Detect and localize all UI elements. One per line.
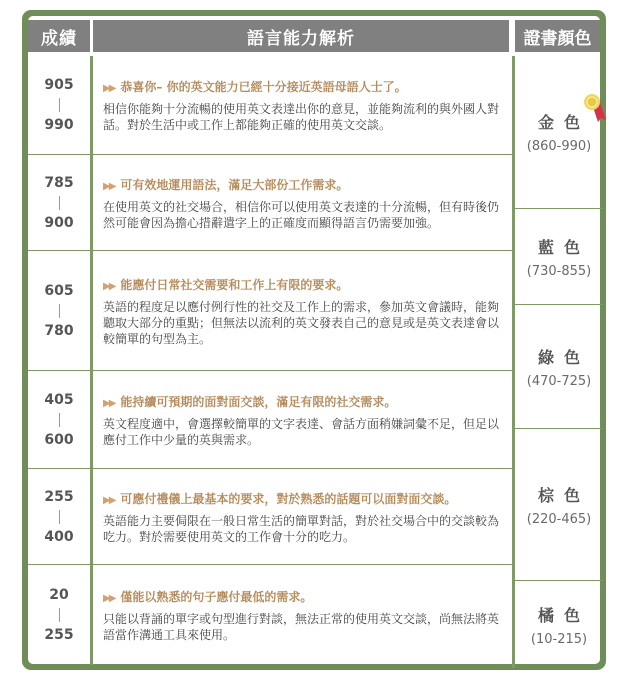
level-title: ▶▶ 可有效地運用語法，滿足大部份工作需求。 — [103, 177, 349, 192]
score-divider — [59, 413, 60, 427]
score-divider — [59, 510, 60, 524]
certificate-range: (220-465) — [526, 512, 592, 527]
double-arrow-icon: ▶▶ — [103, 280, 115, 292]
header-score: 成績 — [28, 20, 90, 52]
score-high: 905 — [44, 77, 74, 93]
score-high: 255 — [44, 489, 74, 505]
level-row-785-900 — [28, 154, 512, 251]
score-high: 405 — [44, 392, 74, 408]
certificate-orange — [515, 580, 603, 669]
score-low: 600 — [44, 432, 74, 448]
level-title: ▶▶ 恭喜你– 你的英文能力已經十分接近英語母語人士了。 — [103, 79, 407, 94]
level-title: ▶▶ 能持續可預期的面對面交談，滿足有限的社交需求。 — [103, 394, 397, 409]
score-divider — [59, 196, 60, 210]
double-arrow-icon: ▶▶ — [103, 494, 115, 506]
level-description — [103, 56, 508, 154]
level-title: ▶▶ 僅能以熟悉的句子應付最低的需求。 — [103, 589, 313, 604]
level-row-20-255 — [28, 564, 512, 665]
certificate-brown — [515, 428, 603, 581]
double-arrow-icon: ▶▶ — [103, 82, 115, 94]
level-body: 在使用英文的社交場合，相信你可以使用英文表達的十分流暢，但有時後仍然可能會因為擔心措辭遣字上的正確度而顯得語言仍需要加強。 — [103, 199, 500, 230]
score-range — [28, 155, 93, 251]
score-low: 780 — [44, 323, 74, 339]
certificate-name: 棕色 — [537, 486, 590, 505]
level-title: ▶▶ 能應付日常社交需要和工作上有限的要求。 — [103, 277, 349, 292]
gold-medal-icon — [582, 92, 606, 132]
double-arrow-icon: ▶▶ — [103, 592, 115, 604]
certificate-range: (470-725) — [526, 374, 592, 389]
certificate-range: (860-990) — [526, 139, 592, 154]
level-body: 英語的程度足以應付例行性的社交及工作上的需求，參加英文會議時，能夠聽取大部分的重點；但無法以流利的英文發表自己的意見或是英文表達會以較簡單的句型為主。 — [103, 299, 500, 346]
score-range — [28, 56, 93, 154]
level-row-905-990 — [28, 56, 512, 154]
level-description — [103, 371, 508, 469]
certificate-range: (730-855) — [526, 264, 592, 279]
level-row-255-400 — [28, 468, 512, 565]
score-range — [28, 565, 93, 665]
table-body — [28, 16, 600, 664]
double-arrow-icon: ▶▶ — [103, 397, 115, 409]
score-range — [28, 251, 93, 371]
level-description — [103, 155, 508, 251]
score-low: 990 — [44, 117, 74, 133]
level-description — [103, 565, 508, 665]
level-body: 只能以背誦的單字或句型進行對談，無法正常的使用英文交談，尚無法將英語當作溝通工具來使用。 — [103, 611, 500, 642]
score-high: 605 — [44, 283, 74, 299]
score-high: 785 — [44, 175, 74, 191]
level-title: ▶▶ 可應付禮儀上最基本的要求，對於熟悉的話題可以面對面交談。 — [103, 491, 457, 506]
score-range — [28, 371, 93, 469]
level-row-405-600 — [28, 370, 512, 469]
score-high: 20 — [49, 587, 69, 603]
level-body: 英文程度適中，會選擇較簡單的文字表達、會話方面稍嫌詞彙不足，但足以應付工作中少量的英與需求。 — [103, 416, 500, 447]
table-frame — [22, 10, 606, 670]
score-divider — [59, 98, 60, 112]
score-low: 255 — [44, 627, 74, 643]
level-description — [103, 251, 508, 371]
certificate-gold — [515, 56, 603, 208]
certificate-green — [515, 304, 603, 429]
certificate-name: 橘色 — [537, 606, 590, 625]
level-row-605-780 — [28, 250, 512, 371]
score-low: 400 — [44, 529, 74, 545]
score-low: 900 — [44, 215, 74, 231]
score-range — [28, 469, 93, 565]
certificate-blue — [515, 208, 603, 305]
certificate-name: 綠色 — [537, 348, 590, 367]
certificate-range: (10-215) — [530, 632, 588, 647]
level-description — [103, 469, 508, 565]
level-body: 英語能力主要侷限在一般日常生活的簡單對話，對於社交場合中的交談較為吃力。對於需要使用英文的工作會十分的吃力。 — [103, 513, 500, 544]
header-certificate-color: 證書顏色 — [515, 20, 600, 52]
certificate-color-column — [512, 56, 603, 668]
double-arrow-icon: ▶▶ — [103, 180, 115, 192]
certificate-name: 藍色 — [537, 238, 590, 257]
level-body: 相信你能夠十分流暢的使用英文表達出你的意見，並能夠流利的與外國人對話。對於生活中或工作上都能夠正確的使用英文交談。 — [103, 101, 500, 132]
score-divider — [59, 608, 60, 622]
certificate-name: 金色 — [537, 113, 590, 132]
header-analysis: 語言能力解析 — [93, 20, 509, 52]
score-divider — [59, 304, 60, 318]
